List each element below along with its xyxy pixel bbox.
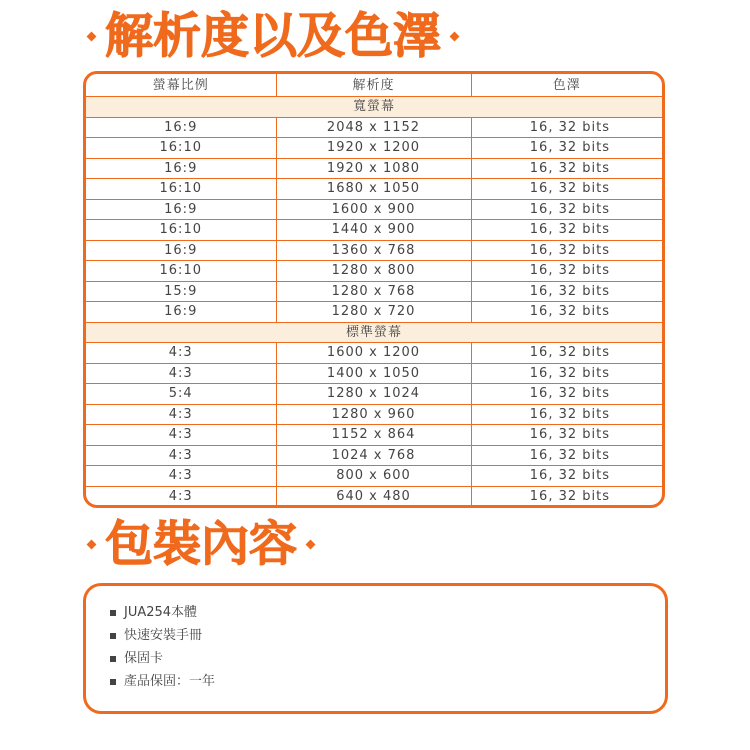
square-bullet-icon [110, 679, 116, 685]
table-row [86, 199, 662, 220]
list-item-label: 產品保固：一年 [124, 674, 216, 689]
resolution-cell: 1600 x 1200 [276, 343, 471, 364]
table-row [86, 363, 662, 384]
standard-screen-label: 標準螢幕 [86, 322, 662, 343]
resolution-cell: 800 x 600 [276, 466, 471, 487]
resolution-cell: 1024 x 768 [276, 445, 471, 466]
list-item [110, 647, 665, 670]
list-item-label: 快速安裝手冊 [124, 628, 203, 643]
table-row [86, 240, 662, 261]
aspect-cell: 4:3 [86, 466, 276, 487]
list-item-label: 保固卡 [124, 651, 164, 666]
diamond-bullet-icon [87, 31, 97, 41]
color-cell: 16, 32 bits [471, 281, 662, 302]
wide-screen-label: 寬螢幕 [86, 97, 662, 118]
aspect-cell: 16:9 [86, 117, 276, 138]
table-row [86, 445, 662, 466]
resolution-cell: 1280 x 960 [276, 404, 471, 425]
color-cell: 16, 32 bits [471, 404, 662, 425]
list-item-label: JUA254本體 [124, 605, 198, 620]
table-row [86, 466, 662, 487]
aspect-cell: 15:9 [86, 281, 276, 302]
resolution-section-title [88, 8, 458, 64]
table-row [86, 281, 662, 302]
resolution-cell: 640 x 480 [276, 486, 471, 506]
color-cell: 16, 32 bits [471, 445, 662, 466]
resolution-cell: 1920 x 1200 [276, 138, 471, 159]
resolution-cell: 2048 x 1152 [276, 117, 471, 138]
color-cell: 16, 32 bits [471, 261, 662, 282]
table-row [86, 343, 662, 364]
aspect-cell: 4:3 [86, 486, 276, 506]
resolution-cell: 1920 x 1080 [276, 158, 471, 179]
resolution-cell: 1152 x 864 [276, 425, 471, 446]
resolution-cell: 1280 x 1024 [276, 384, 471, 405]
aspect-cell: 16:9 [86, 240, 276, 261]
color-cell: 16, 32 bits [471, 158, 662, 179]
diamond-bullet-icon [87, 539, 97, 549]
aspect-cell: 4:3 [86, 425, 276, 446]
color-cell: 16, 32 bits [471, 179, 662, 200]
package-section-title [88, 516, 314, 572]
aspect-cell: 4:3 [86, 445, 276, 466]
table-row [86, 220, 662, 241]
square-bullet-icon [110, 633, 116, 639]
standard-screen-section-row [86, 322, 662, 343]
color-cell: 16, 32 bits [471, 199, 662, 220]
resolution-cell: 1360 x 768 [276, 240, 471, 261]
resolution-table-box [83, 71, 665, 508]
color-cell: 16, 32 bits [471, 302, 662, 323]
color-cell: 16, 32 bits [471, 425, 662, 446]
resolution-cell: 1280 x 768 [276, 281, 471, 302]
square-bullet-icon [110, 656, 116, 662]
aspect-cell: 4:3 [86, 363, 276, 384]
resolution-cell: 1600 x 900 [276, 199, 471, 220]
table-row [86, 138, 662, 159]
color-cell: 16, 32 bits [471, 343, 662, 364]
header-resolution: 解析度 [276, 74, 471, 97]
package-contents-box [83, 583, 668, 714]
resolution-table [86, 74, 662, 506]
list-item [110, 670, 665, 693]
color-cell: 16, 32 bits [471, 220, 662, 241]
color-cell: 16, 32 bits [529, 488, 610, 504]
color-cell: 16, 32 bits [471, 363, 662, 384]
resolution-title-text: 解析度以及色澤 [105, 8, 442, 64]
table-row [86, 404, 662, 425]
aspect-cell: 16:10 [86, 138, 276, 159]
aspect-cell: 4:3 [86, 343, 276, 364]
resolution-cell: 1680 x 1050 [276, 179, 471, 200]
color-cell: 16, 32 bits [471, 117, 662, 138]
aspect-cell: 16:10 [86, 179, 276, 200]
package-contents-list [86, 586, 665, 693]
resolution-cell: 1280 x 800 [276, 261, 471, 282]
aspect-cell: 16:9 [86, 302, 276, 323]
resolution-cell: 1280 x 720 [276, 302, 471, 323]
table-row [86, 261, 662, 282]
aspect-cell: 16:9 [86, 199, 276, 220]
table-row [86, 486, 662, 506]
color-cell: 16, 32 bits [471, 138, 662, 159]
header-aspect-ratio: 螢幕比例 [86, 74, 276, 97]
list-item [110, 601, 665, 624]
diamond-bullet-icon [306, 539, 316, 549]
header-color-depth: 色澤 [471, 74, 662, 97]
package-title-text: 包裝內容 [105, 516, 298, 572]
aspect-cell: 16:9 [86, 158, 276, 179]
table-row [86, 425, 662, 446]
resolution-cell: 1400 x 1050 [276, 363, 471, 384]
table-row [86, 158, 662, 179]
square-bullet-icon [110, 610, 116, 616]
aspect-cell: 5:4 [86, 384, 276, 405]
color-cell: 16, 32 bits [471, 466, 662, 487]
table-header-row [86, 74, 662, 97]
aspect-cell: 16:10 [86, 261, 276, 282]
color-cell: 16, 32 bits [471, 240, 662, 261]
list-item [110, 624, 665, 647]
color-cell: 16, 32 bits [471, 384, 662, 405]
wide-screen-section-row [86, 97, 662, 118]
aspect-cell: 16:10 [86, 220, 276, 241]
table-row [86, 384, 662, 405]
table-row [86, 302, 662, 323]
table-row [86, 117, 662, 138]
diamond-bullet-icon [450, 31, 460, 41]
aspect-cell: 4:3 [86, 404, 276, 425]
resolution-cell: 1440 x 900 [276, 220, 471, 241]
table-row [86, 179, 662, 200]
